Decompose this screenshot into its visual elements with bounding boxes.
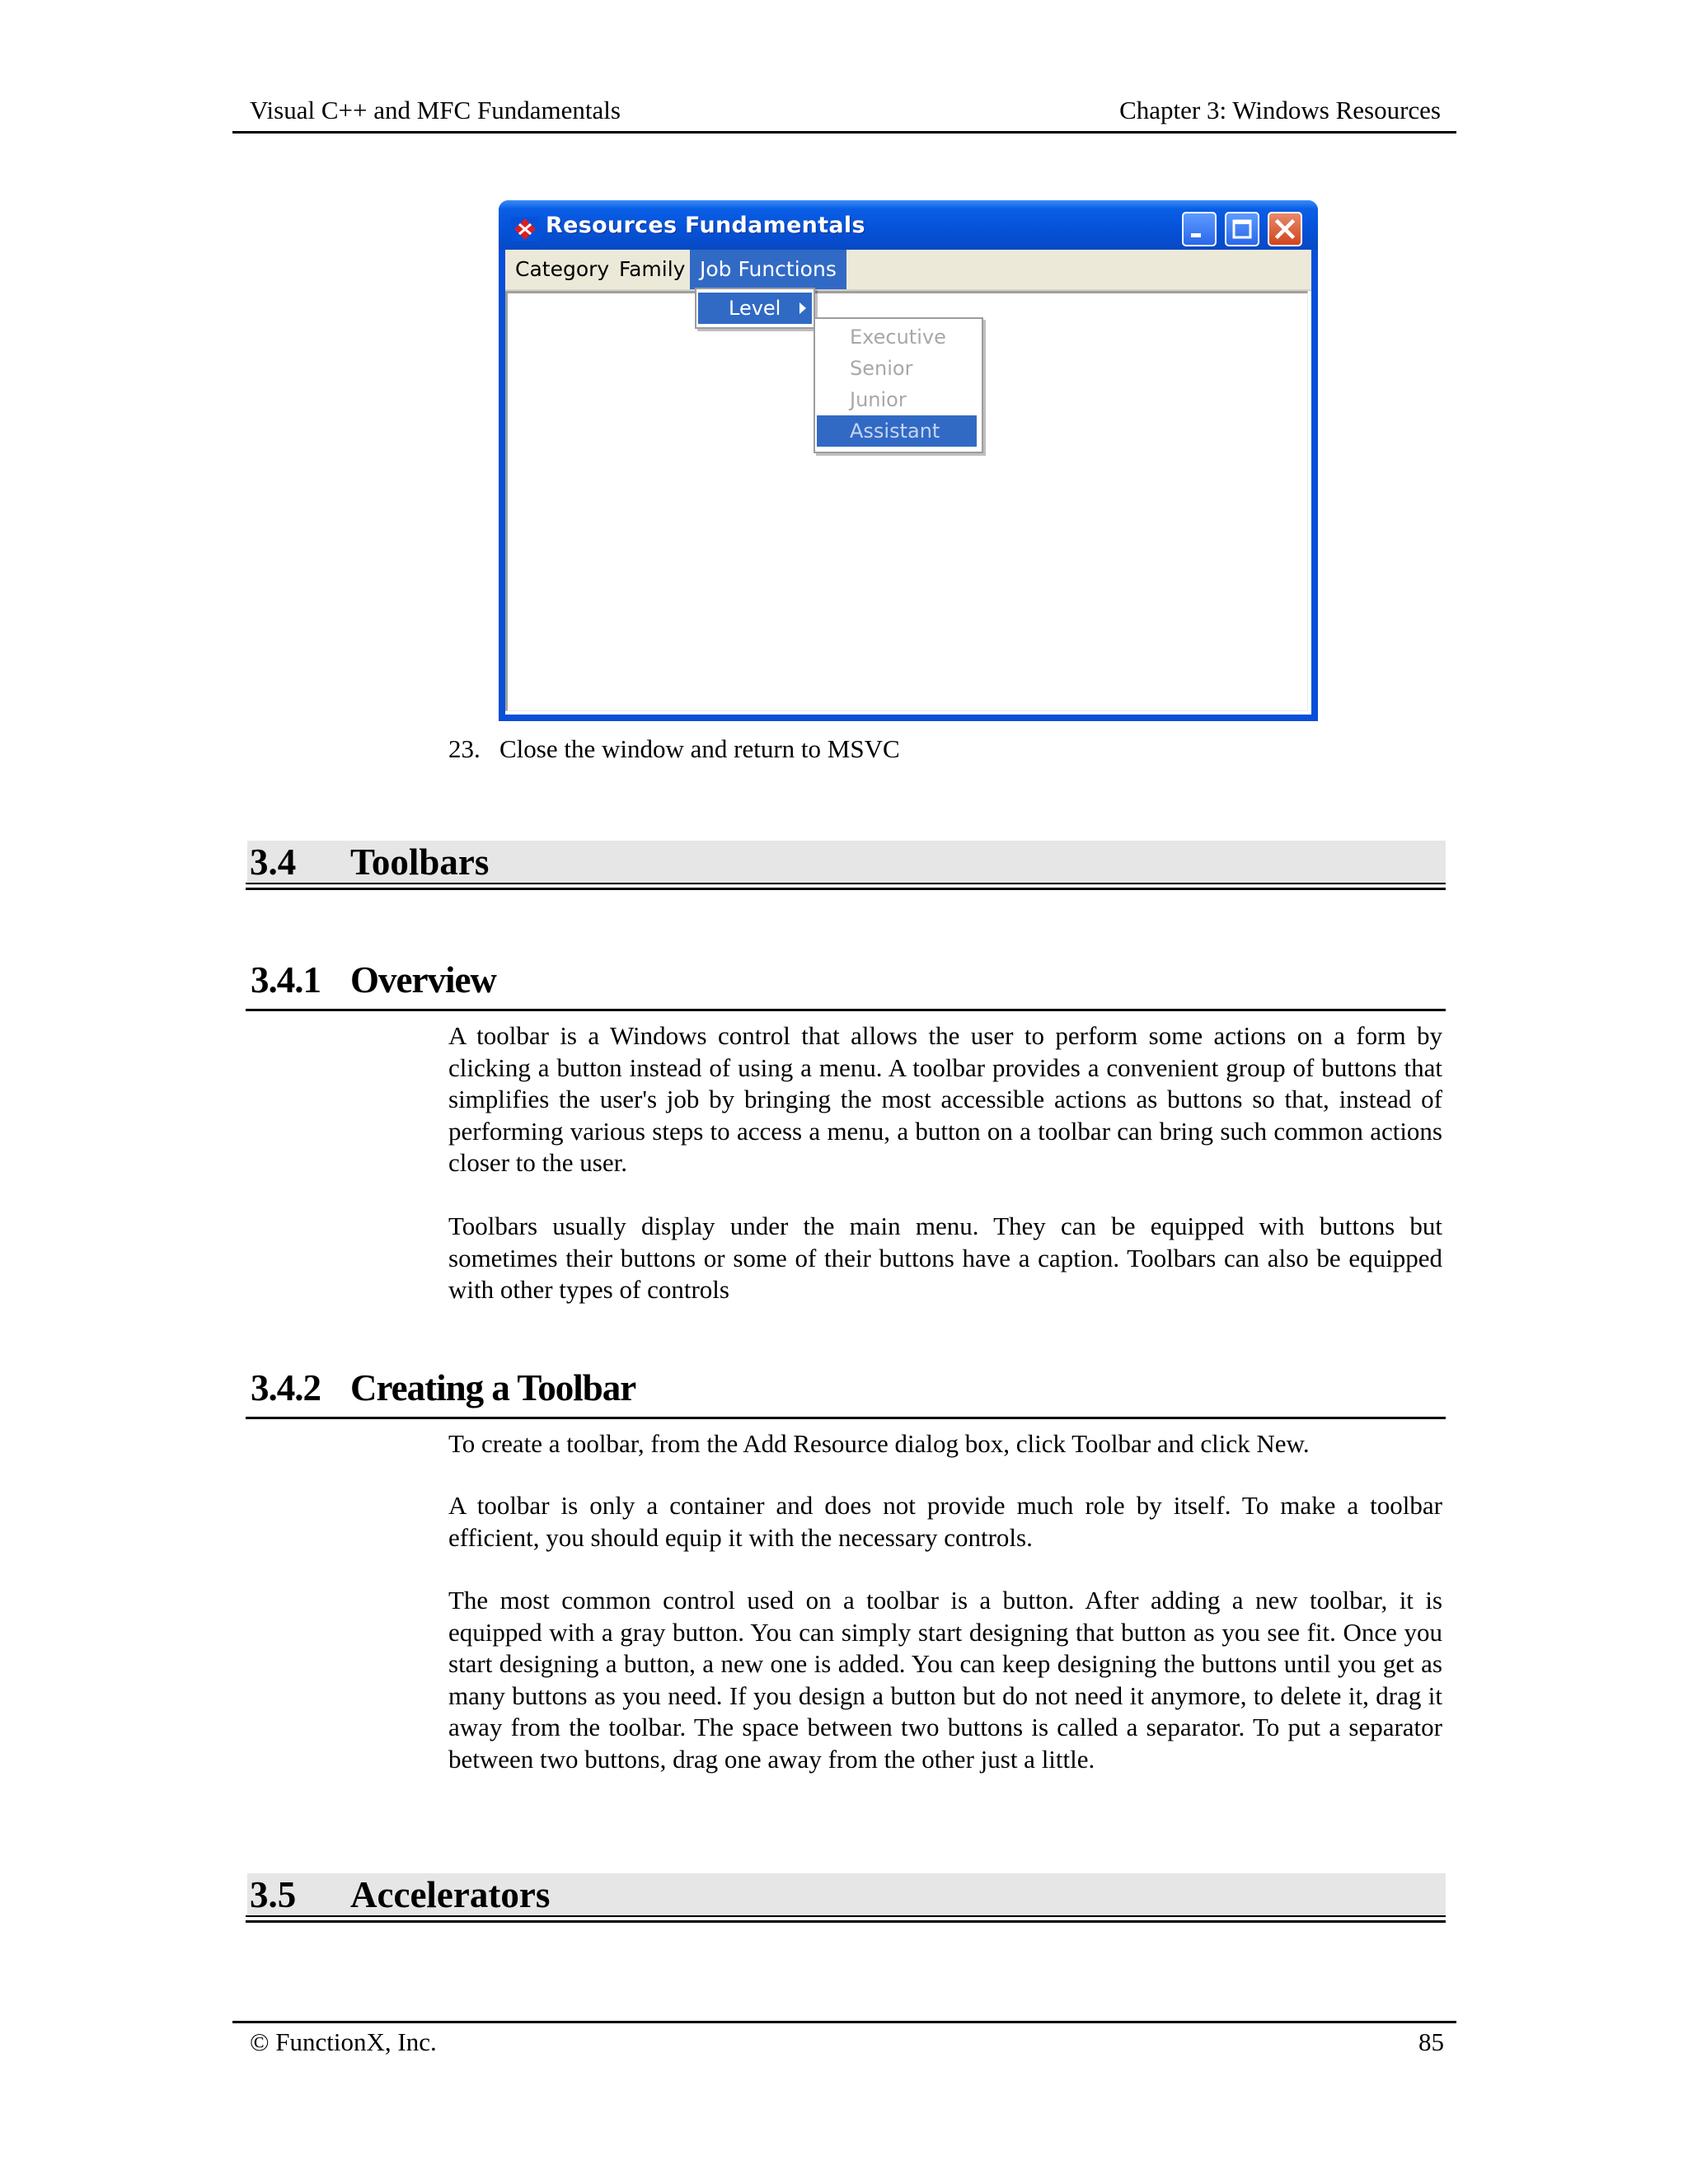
menubar [505, 250, 1311, 291]
section-heading-toolbars [247, 841, 1446, 885]
menu-item-level[interactable] [698, 293, 812, 324]
maximize-button[interactable] [1225, 212, 1259, 246]
section-number: 3.4 [250, 841, 297, 883]
menu-job-functions[interactable]: Job Functions [690, 250, 846, 289]
level-label: Level [729, 297, 781, 320]
step-number: 23. [448, 734, 481, 763]
section-rule [246, 1920, 1446, 1923]
header-rule [232, 131, 1456, 134]
mfc-app-icon [511, 217, 539, 241]
footer-rule [232, 2021, 1456, 2023]
page-number: 85 [1418, 2027, 1444, 2056]
section-rule [246, 883, 1446, 884]
level-submenu [814, 317, 983, 453]
subsection-rule [246, 1009, 1446, 1011]
minimize-button[interactable] [1182, 212, 1217, 246]
creating-paragraph-2: A toolbar is only a container and does not provide much role by itself. To make a toolbar efficient, you should equip it with the necessary controls. [448, 1491, 1442, 1552]
window-title: Resources Fundamentals [546, 213, 865, 238]
menu-item-executive[interactable]: Executive [850, 326, 946, 349]
subsection-title: Creating a Toolbar [350, 1367, 636, 1408]
section-rule [246, 1915, 1446, 1917]
close-button[interactable] [1268, 212, 1302, 246]
running-header-left: Visual C++ and MFC Fundamentals [250, 96, 621, 124]
close-icon [1269, 213, 1301, 245]
submenu-arrow-icon [799, 302, 807, 315]
creating-paragraph-1: To create a toolbar, from the Add Resource dialog box, click Toolbar and click New. [448, 1429, 1310, 1458]
section-number: 3.5 [250, 1874, 297, 1915]
subsection-number: 3.4.1 [251, 959, 321, 1001]
subsection-rule [246, 1417, 1446, 1419]
menu-item-senior[interactable]: Senior [850, 357, 913, 380]
subsection-title: Overview [350, 959, 496, 1001]
section-heading-accelerators [247, 1873, 1446, 1918]
overview-paragraph-2: Toolbars usually display under the main menu. They can be equipped with buttons but sometimes their buttons or some of their buttons have a caption. Toolbars can also be equipped with other types of controls [448, 1212, 1442, 1304]
section-title: Toolbars [350, 841, 490, 883]
menu-item-assistant[interactable]: Assistant [817, 415, 977, 447]
maximize-icon [1226, 213, 1258, 245]
footer-copyright: © FunctionX, Inc. [250, 2027, 437, 2056]
window-client [505, 250, 1311, 715]
section-rule [246, 888, 1446, 890]
subsection-number: 3.4.2 [251, 1367, 321, 1408]
resources-fundamentals-window [499, 200, 1318, 721]
subsection-heading-overview [0, 959, 1688, 1011]
menu-category[interactable]: Category [515, 257, 610, 281]
step-text: Close the window and return to MSVC [499, 734, 900, 763]
step-23 [448, 733, 900, 764]
subsection-heading-creating-toolbar [0, 1367, 1688, 1419]
section-title: Accelerators [350, 1874, 551, 1915]
window-titlebar[interactable] [499, 200, 1318, 250]
job-functions-menu [695, 288, 815, 329]
running-header-right: Chapter 3: Windows Resources [1119, 96, 1441, 124]
menu-family[interactable]: Family [619, 257, 686, 281]
creating-paragraph-3: The most common control used on a toolbar is a button. After adding a new toolbar, it is equipped with a gray button. You can simply start designing that button as you see fit. Once you start designing a button, a new one is added. You can keep designing the buttons until you get as many buttons as you need. If you design a button but do not need it anymore, to delete it, drag it away from the toolbar. The space between two buttons is called a separator. To put a separator between two buttons, drag one away from the other just a little. [448, 1586, 1442, 1774]
menu-item-junior[interactable]: Junior [850, 388, 907, 411]
overview-paragraph-1: A toolbar is a Windows control that allows the user to perform some actions on a form by clicking a button instead of using a menu. A toolbar provides a convenient group of buttons that simplifies the user's job by bringing the most accessible actions as buttons so that, instead of performing various steps to access a menu, a button on a toolbar can bring such common actions closer to the user. [448, 1021, 1442, 1177]
minimize-icon [1184, 213, 1215, 245]
